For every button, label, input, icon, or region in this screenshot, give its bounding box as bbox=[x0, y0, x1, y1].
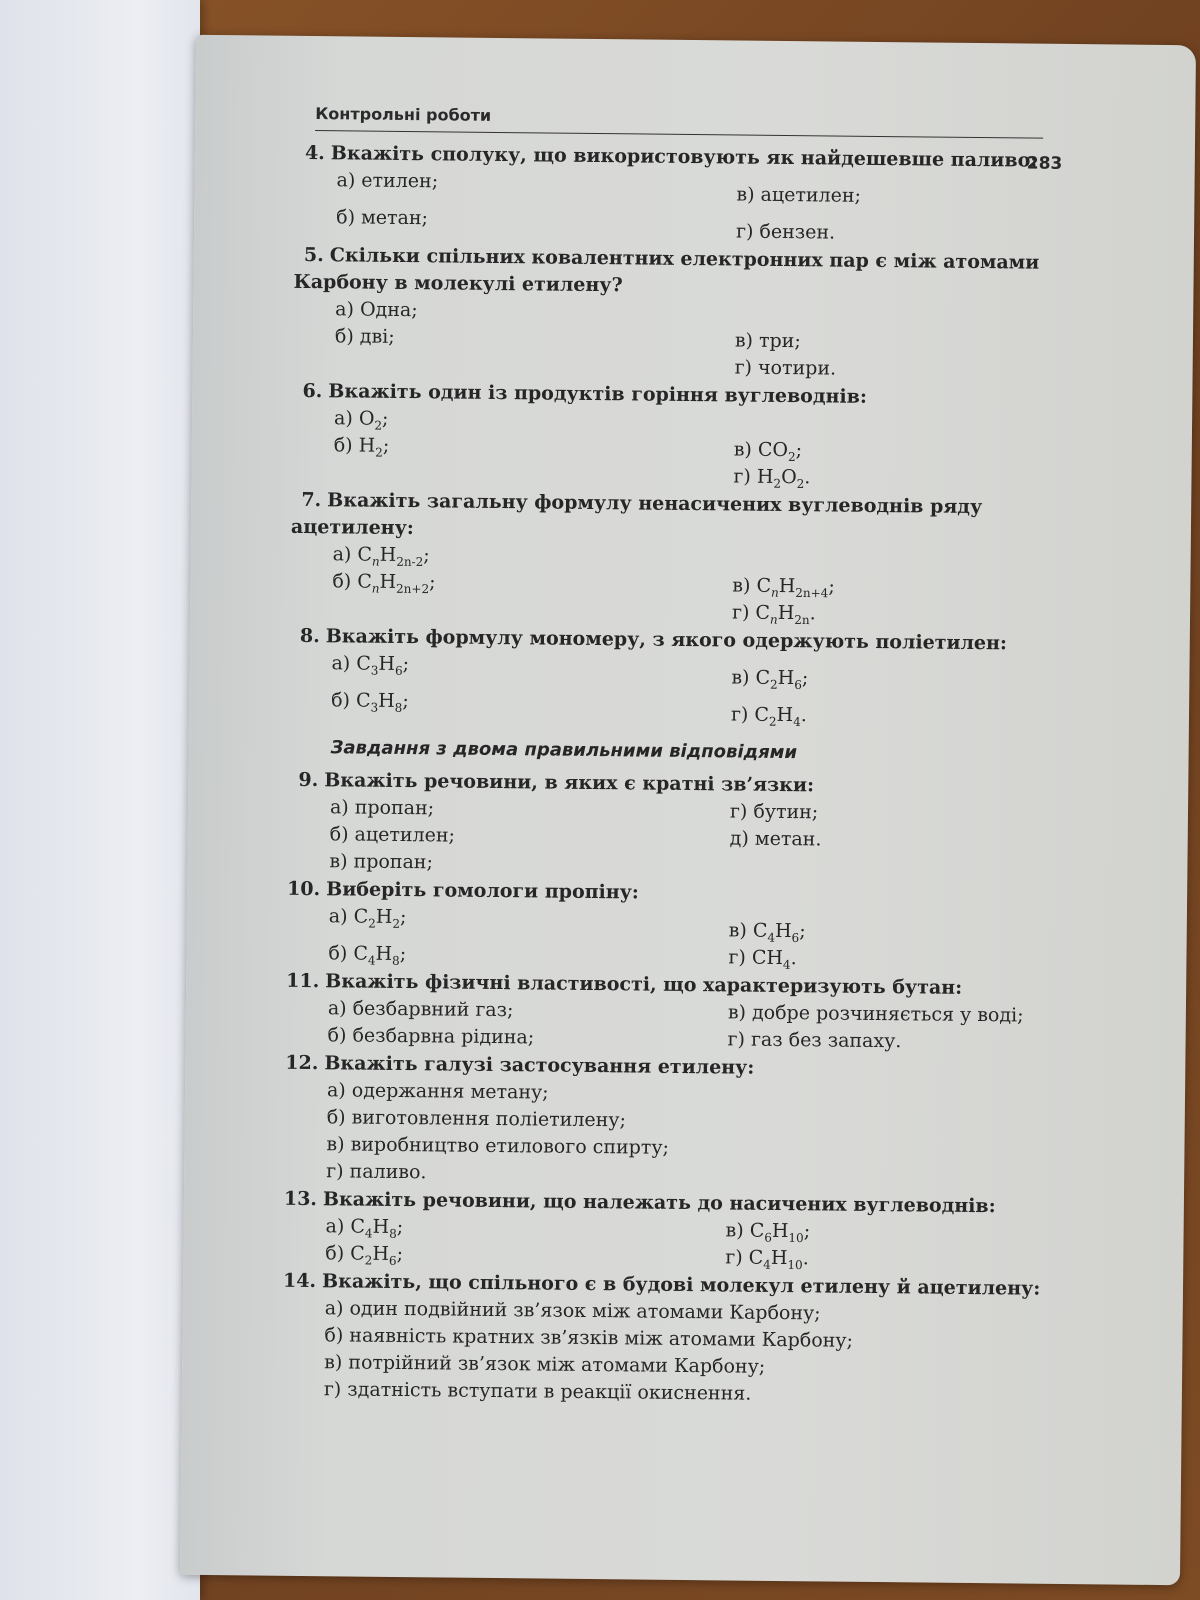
options-11 bbox=[285, 995, 1076, 1057]
option-a: а) безбарвний газ; bbox=[327, 997, 514, 1022]
option-a: а) $C_2H_2$; bbox=[328, 905, 407, 931]
option-g: г) $C_nH_{2n}$. bbox=[731, 601, 816, 628]
option-g: г) бензен. bbox=[735, 220, 836, 244]
header-rule bbox=[315, 130, 1043, 139]
option-b: б) $C_3H_8$; bbox=[331, 689, 409, 715]
option-v: в) $C_6H_{10}$; bbox=[725, 1219, 811, 1246]
option-b: б) ацетилен; bbox=[329, 823, 456, 847]
question-4: 4. Вкажіть сполуку, що використовують як найдешевше паливо: а) етилен; в) ацетилен; б) метан; г) бензен. bbox=[294, 140, 1085, 249]
options-9 bbox=[287, 794, 1078, 883]
question-9: 9. Вкажіть речовини, в яких є кратні зв’язки: а) пропан; г) бутин; б) ацетилен; д) метан. в) пропан; bbox=[287, 767, 1078, 883]
option-a: а) пропан; bbox=[329, 796, 435, 820]
option-b: б) дві; bbox=[334, 325, 395, 348]
question-13: 13. Вкажіть речовини, що належать до насичених вуглеводнів: а) $C_4H_8$; в) $C_6H_{10}$; б) $C_2H_6$; г) $C_4H_{10}$. bbox=[283, 1186, 1074, 1275]
option-g: г) паливо. bbox=[326, 1160, 427, 1184]
question-6: 6. Вкажіть один із продуктів горіння вуглеводнів: а) $O_2$; б) $H_2$; в) $CO_2$; г) $H_2O_2$. bbox=[291, 378, 1082, 494]
option-v: в) $C_4H_6$; bbox=[728, 919, 806, 945]
option-g: г) чотири. bbox=[734, 356, 837, 380]
option-g: г) $C_4H_{10}$. bbox=[725, 1246, 809, 1273]
option-v: в) ацетилен; bbox=[736, 183, 862, 207]
option-g: г) $CH_4$. bbox=[728, 946, 797, 972]
options-8 bbox=[289, 650, 1080, 732]
options-7 bbox=[290, 541, 1081, 630]
options-14 bbox=[282, 1295, 1073, 1411]
option-v: в) $C_nH_{2n+4}$; bbox=[732, 574, 835, 601]
option-v: в) $CO_2$; bbox=[733, 438, 803, 464]
option-g: г) $C_2H_4$. bbox=[730, 703, 807, 729]
option-b: б) $C_4H_8$; bbox=[328, 942, 407, 968]
option-b: б) безбарвна рідина; bbox=[327, 1024, 535, 1049]
question-10: 10. Виберіть гомологи пропіну: а) $C_2H_2$; в) $C_4H_6$; б) $C_4H_8$; г) $CH_4$. bbox=[286, 876, 1077, 975]
options-4 bbox=[294, 167, 1085, 249]
option-a: а) етилен; bbox=[336, 169, 439, 193]
option-g: г) $H_2O_2$. bbox=[733, 465, 811, 491]
left-page bbox=[0, 0, 200, 1600]
option-b: б) $H_2$; bbox=[333, 434, 390, 460]
options-6 bbox=[291, 405, 1082, 494]
option-a: а) $O_2$; bbox=[333, 407, 389, 433]
question-8: 8. Вкажіть формулу мономеру, з якого одержують поліетилен: а) $C_3H_6$; в) $C_2H_6$; б) $C_3H_8$; г) $C_2H_4$. bbox=[289, 623, 1080, 732]
option-a: а) один подвійний зв’язок між атомами Карбону; bbox=[324, 1297, 821, 1325]
option-v: в) виробництво етилового спирту; bbox=[326, 1133, 670, 1159]
page-number: 283 bbox=[1026, 153, 1063, 174]
question-7: 7. Вкажіть загальну формулу ненасичених вуглеводнів ряду ацетилену: а) $C_nH_{2n-2}$; б) $C_nH_{2n+2}$; в) $C_nH_{2n+4}$; г) $C_nH_{2n}$. bbox=[290, 487, 1081, 630]
option-a: а) $C_nH_{2n-2}$; bbox=[332, 543, 430, 570]
running-head: Контрольні роботи bbox=[315, 104, 492, 125]
option-b: б) метан; bbox=[336, 206, 429, 230]
option-a: а) $C_4H_8$; bbox=[325, 1215, 404, 1241]
option-a: а) $C_3H_6$; bbox=[331, 652, 410, 678]
option-b: б) $C_nH_{2n+2}$; bbox=[332, 570, 436, 597]
option-v: в) три; bbox=[734, 329, 801, 353]
option-a: а) одержання метану; bbox=[326, 1079, 549, 1104]
option-v: в) пропан; bbox=[329, 850, 434, 874]
options-12 bbox=[284, 1077, 1075, 1193]
book-page bbox=[180, 35, 1196, 1585]
option-v: в) добре розчиняється у воді; bbox=[727, 1001, 1024, 1027]
page-content bbox=[282, 140, 1085, 1412]
question-11: 11. Вкажіть фізичні властивості, що характеризують бутан: а) безбарвний газ; в) добре розчиняється у воді; б) безбарвна рідина; г) газ без запаху. bbox=[285, 968, 1076, 1057]
question-14: 14. Вкажіть, що спільного є в будові молекул етилену й ацетилену: а) один подвійний зв’язок між атомами Карбону; б) наявність кратних зв’язків між атомами Карбону; в) потрійний зв’язок між атомами Карбону; г) здатність вступати в реакції окиснення. bbox=[282, 1268, 1073, 1411]
option-a: а) Одна; bbox=[335, 298, 418, 322]
question-5: 5. Скільки спільних ковалентних електронних пар є між атомами Карбону в молекулі етилену? а) Одна; б) дві; в) три; г) чотири. bbox=[293, 242, 1084, 385]
section-title: Завдання з двома правильними відповідями bbox=[330, 737, 798, 764]
options-10 bbox=[286, 903, 1077, 975]
option-v: в) потрійний зв’язок між атомами Карбону; bbox=[324, 1351, 766, 1378]
options-13 bbox=[283, 1213, 1074, 1275]
question-12: 12. Вкажіть галузі застосування етилену: а) одержання метану; б) виготовлення поліетилену; в) виробництво етилового спирту; г) паливо. bbox=[284, 1050, 1075, 1193]
option-g: г) здатність вступати в реакції окиснення. bbox=[323, 1378, 752, 1405]
option-v: в) $C_2H_6$; bbox=[731, 666, 809, 692]
options-5 bbox=[293, 296, 1084, 385]
option-g: г) бутин; bbox=[729, 800, 819, 824]
option-b: б) $C_2H_6$; bbox=[325, 1242, 404, 1268]
option-b: б) виготовлення поліетилену; bbox=[326, 1106, 627, 1132]
option-g: г) газ без запаху. bbox=[727, 1028, 902, 1053]
option-b: б) наявність кратних зв’язків між атомами Карбону; bbox=[324, 1324, 854, 1352]
option-d: д) метан. bbox=[729, 827, 822, 851]
